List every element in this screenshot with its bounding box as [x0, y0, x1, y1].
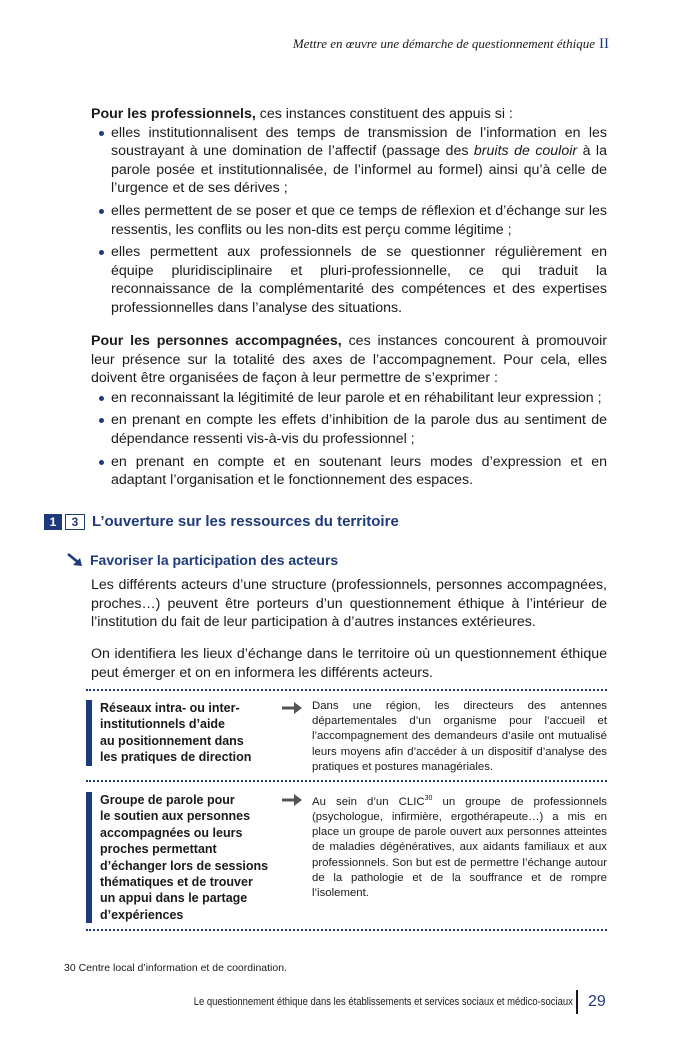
example-description: Dans une région, les directeurs des antennes départementales d’un organisme pour l’accueil et l’accompagnement des demandeurs d’asile ont mutualisé leurs moyens afin d’accéder à un dispositif d’analyse des pratiques et postures managériales.: [312, 700, 607, 773]
professionnels-block: [91, 105, 607, 322]
divider: [86, 929, 607, 931]
running-header: [293, 36, 609, 53]
subsection-heading: [66, 552, 338, 568]
arrow-right-icon: [281, 701, 303, 715]
arrow-down-right-icon: [66, 552, 84, 568]
example-label: Groupe de parole pour le soutien aux personnes accompagnées ou leurs proches permettant d’échanger lors de sessions thématiques et de trouver un appui dans le partage d’expériences: [86, 792, 268, 923]
accompagnees-list: [91, 389, 607, 490]
list-item: elles permettent de se poser et que ce temps de réflexion et d’échange sur les ressentis, les conflits ou les non-dits est perçu comme légitime ;: [91, 202, 607, 239]
divider: [86, 780, 607, 782]
subsection-number-badge: 3: [65, 514, 85, 530]
chapter-number: II: [599, 36, 609, 52]
section-number-badge: 1: [44, 514, 62, 530]
subsection-title: Favoriser la participation des acteurs: [90, 552, 339, 568]
list-item: elles permettent aux professionnels de se questionner régulièrement en équipe pluridisciplinaire et pluri-professionnelle, ce qui traduit la reconnaissance de la complémentarité des compétences et des expertises professionnelles dans l’analyse des situations.: [91, 243, 607, 317]
example-label: Réseaux intra- ou inter- institutionnels d’aide au positionnement dans les pratiques de direction: [86, 700, 251, 766]
example-description: Au sein d’un CLIC$^{30}$ un groupe de professionnels (psychologue, infirmière, ergothérapeute…) a mis en place un groupe de parole ouvert aux personnes atteintes de maladies dégénératives, aux aidants familiaux et aux professionnels. Son but est de permettre l’échange autour de la pathologie et de la souffrance et de rompre l’isolement.: [312, 795, 608, 900]
accompagnees-block: [91, 332, 607, 494]
running-header-title: Mettre en œuvre une démarche de questionnement éthique: [292, 36, 595, 51]
footer-divider: [576, 990, 578, 1014]
footer-title: Le questionnement éthique dans les établissements et services sociaux et médico-sociaux: [193, 996, 573, 1008]
footnote-ref: 30: [424, 795, 433, 802]
professionnels-lead: Pour les professionnels, ces instances constituent des appuis si :: [91, 106, 513, 122]
section-title: L’ouverture sur les ressources du territoire: [92, 513, 399, 530]
arrow-right-icon: [281, 793, 303, 807]
paragraph: Les différents acteurs d’une structure (professionnels, personnes accompagnées, proches…) peuvent être porteurs d’un questionnement éthique à l’intérieur de l’institution du fait de leur participation à d’autres instances extérieures.: [91, 577, 607, 631]
professionnels-list: [91, 124, 607, 318]
list-item: en prenant en compte et en soutenant leurs modes d’expression et en adaptant l’organisation et le fonctionnement des espaces.: [91, 453, 607, 490]
list-item: en reconnaissant la légitimité de leur parole et en réhabilitant leur expression ;: [91, 389, 607, 408]
list-item: elles institutionnalisent des temps de transmission de l’information en les soustrayant à une domination de l’affectif (passage des bruits de couloir à la parole posée et institutionnalisée, de l’informel au formel) ainsi qu’à celle de l’urgence et de ses dérives ;: [91, 124, 607, 198]
paragraph: On identifiera les lieux d’échange dans le territoire où un questionnement éthique peut émerger et on en informera les différents acteurs.: [91, 646, 607, 681]
section-heading: [44, 513, 399, 530]
divider: [86, 689, 607, 691]
accompagnees-lead: Pour les personnes accompagnées, ces instances concourent à promouvoir leur présence sur la totalité des axes de l’accompagnement. Pour cela, elles doivent être organisées de façon à leur permettre de s’exprimer :: [91, 333, 607, 387]
footnote: 30 Centre local d’information et de coordination.: [64, 962, 287, 974]
page-number: 29: [588, 993, 606, 1010]
list-item: en prenant en compte les effets d’inhibition de la parole dus au sentiment de dépendance ressenti vis-à-vis du professionnel ;: [91, 411, 607, 448]
